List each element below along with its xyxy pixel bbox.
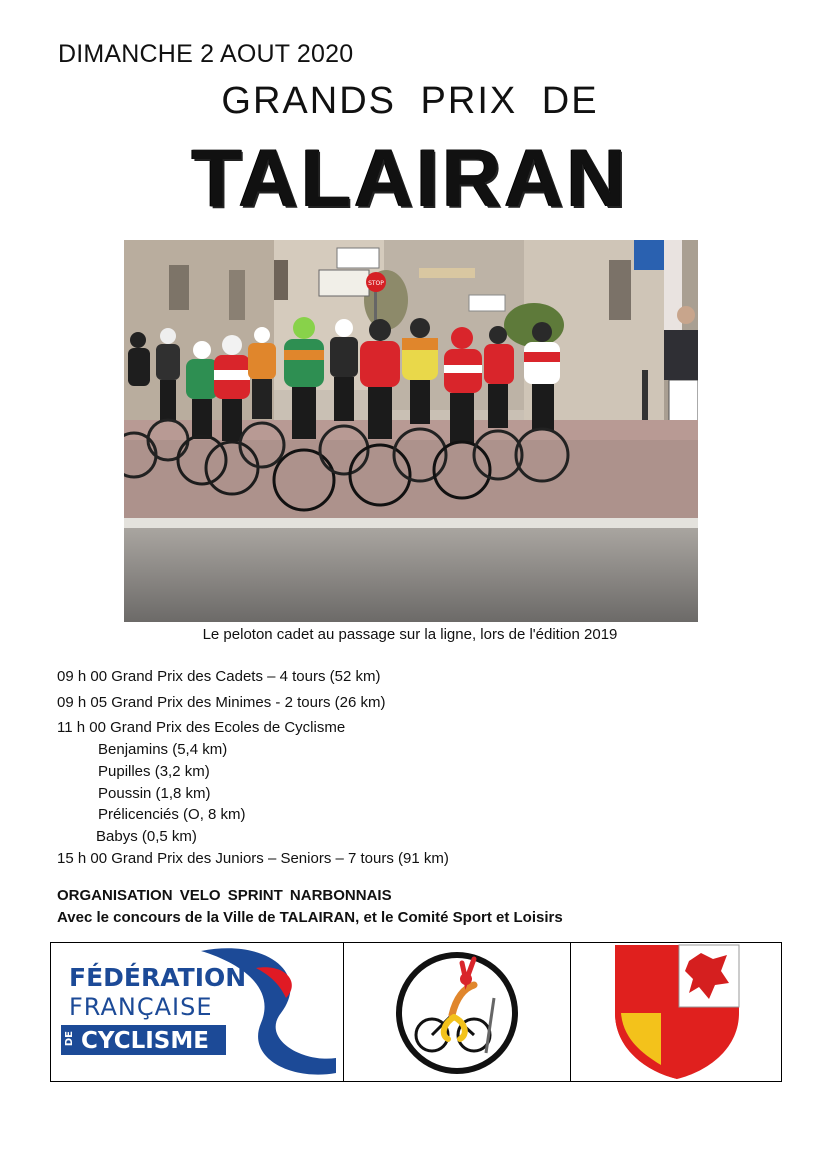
schedule-sub-benjamins: Benjamins (5,4 km) [98,741,228,758]
club-cyclist-logo [344,943,570,1081]
schedule-sub-poussin: Poussin (1,8 km) [98,785,211,802]
partners-line: Avec le concours de la Ville de TALAIRAN, et le Comité Sport et Loisirs [57,909,563,926]
schedule-sub-pupilles: Pupilles (3,2 km) [98,763,210,780]
schedule-item-minimes: 09 h 05 Grand Prix des Minimes - 2 tours (26 km) [57,694,386,711]
ffc-text-line1: FÉDÉRATION [69,963,247,992]
schedule-item-juniors-seniors: 15 h 00 Grand Prix des Juniors – Seniors – 7 tours (91 km) [57,850,449,867]
organisation-line: ORGANISATION VELO SPRINT NARBONNAIS [57,887,392,904]
peloton-photo [124,240,698,622]
stop-sign-text: STOP [368,280,384,287]
talairan-crest-logo [571,943,783,1081]
photo-caption: Le peloton cadet au passage sur la ligne, lors de l'édition 2019 [202,626,618,643]
ffc-text-de: DE [64,1031,75,1047]
event-subtitle: GRANDS PRIX DE [221,80,599,122]
event-title: TALAIRAN [191,133,629,224]
schedule-item-ecoles: 11 h 00 Grand Prix des Ecoles de Cyclisme [57,719,346,736]
ffc-text-line3: CYCLISME [81,1028,209,1054]
event-date: DIMANCHE 2 AOUT 2020 [58,40,354,68]
ffc-logo [51,943,343,1081]
sponsor-logos-table [50,942,782,1082]
schedule-sub-prelicencies: Prélicenciés (O, 8 km) [98,806,246,823]
schedule-sub-babys: Babys (0,5 km) [96,828,197,845]
ffc-text-line2: FRANÇAISE [69,993,213,1021]
schedule-item-cadets: 09 h 00 Grand Prix des Cadets – 4 tours (52 km) [57,668,381,685]
